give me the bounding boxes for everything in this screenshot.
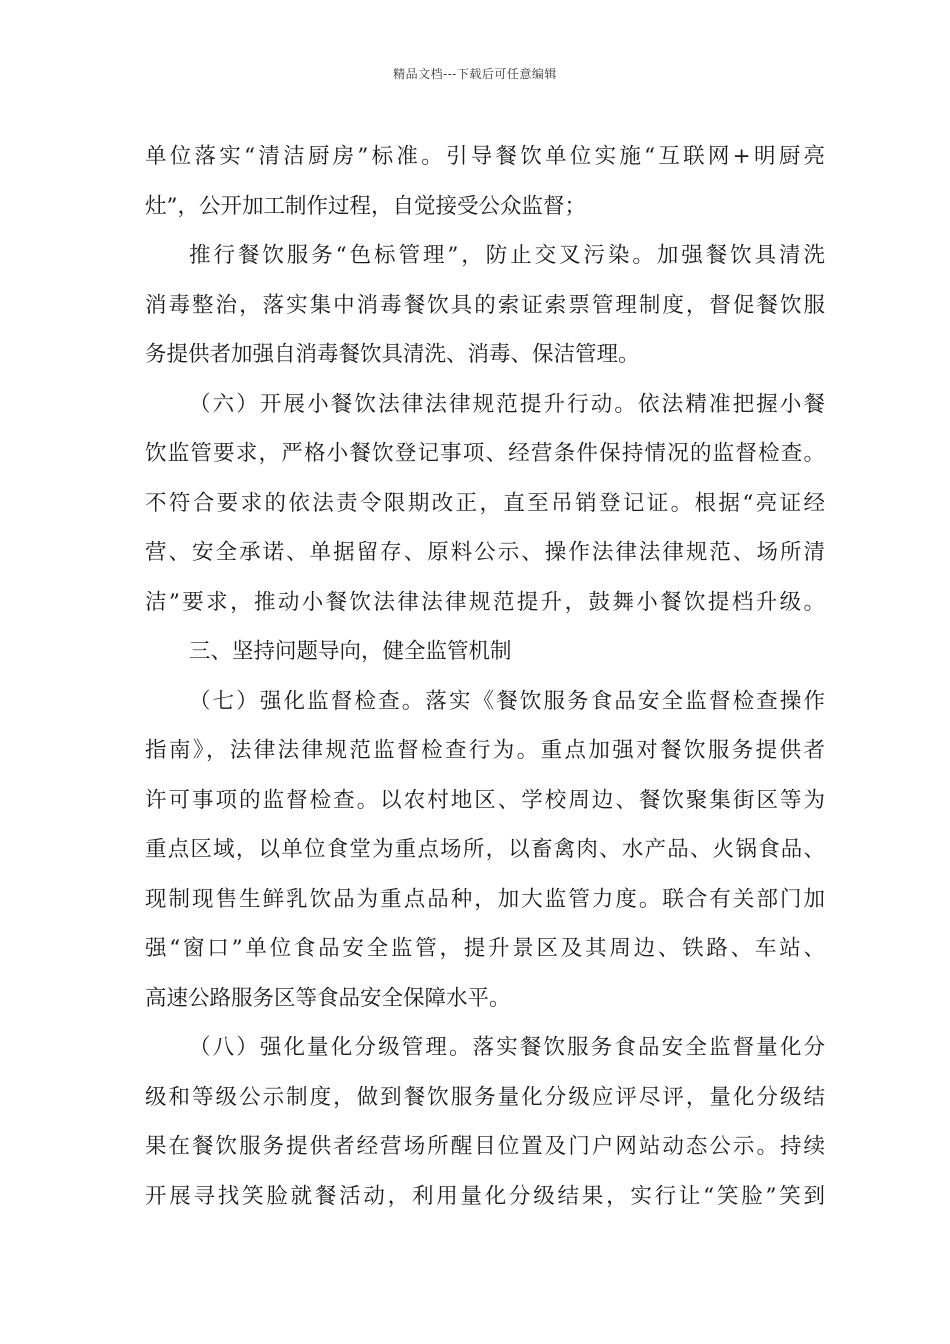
text-line: 营、安全承诺、单据留存、原料公示、操作法律法律规范、场所清 [145, 540, 825, 565]
text-line: 不符合要求的依法责令限期改正，直至吊销登记证。根据“亮证经 [145, 490, 825, 516]
text-line: （八）强化量化分级管理。落实餐饮服务食品安全监督量化分 [189, 1035, 825, 1060]
section-heading: 三、坚持问题导向，健全监管机制 [189, 639, 512, 664]
text-line: 果在餐饮服务提供者经营场所醒目位置及门户网站动态公示。持续 [145, 1134, 825, 1159]
text-line: 单位落实“清洁厨房”标准。引导餐饮单位实施“互联网+明厨亮 [145, 144, 825, 169]
text-line: 开展寻找笑脸就餐活动，利用量化分级结果，实行让“笑脸”笑到 [145, 1183, 825, 1209]
page-header: 精品文档---下载后可任意编辑 [393, 67, 557, 81]
text-line: 级和等级公示制度，做到餐饮服务量化分级应评尽评，量化分级结 [145, 1084, 825, 1110]
text-line: 强“窗口”单位食品安全监管，提升景区及其周边、铁路、车站、 [145, 936, 825, 961]
text-line: 指南》，法律法律规范监督检查行为。重点加强对餐饮服务提供者 [145, 738, 825, 763]
text-line: 重点区域，以单位食堂为重点场所，以畜禽肉、水产品、火锅食品、 [145, 837, 825, 862]
text-line: （六）开展小餐饮法律法律规范提升行动。依法精准把握小餐 [189, 391, 825, 417]
text-line: 饮监管要求，严格小餐饮登记事项、经营条件保持情况的监督检查。 [145, 441, 825, 466]
text-line: 推行餐饮服务“色标管理”，防止交叉污染。加强餐饮具清洗 [189, 243, 825, 268]
document-body [145, 132, 825, 1221]
text-line: （七）强化监督检查。落实《餐饮服务食品安全监督检查操作 [189, 688, 825, 714]
text-line: 消毒整治，落实集中消毒餐饮具的索证索票管理制度，督促餐饮服 [145, 292, 825, 318]
text-line: 现制现售生鲜乳饮品为重点品种，加大监管力度。联合有关部门加 [145, 886, 825, 912]
text-line: 许可事项的监督检查。以农村地区、学校周边、餐饮聚集街区等为 [145, 787, 825, 813]
text-line: 高速公路服务区等食品安全保障水平。 [145, 985, 511, 1011]
text-line: 灶”，公开加工制作过程，自觉接受公众监督； [145, 193, 586, 219]
text-line: 洁”要求，推动小餐饮法律法律规范提升，鼓舞小餐饮提档升级。 [145, 589, 825, 615]
text-line: 务提供者加强自消毒餐饮具清洗、消毒、保洁管理。 [145, 342, 640, 367]
